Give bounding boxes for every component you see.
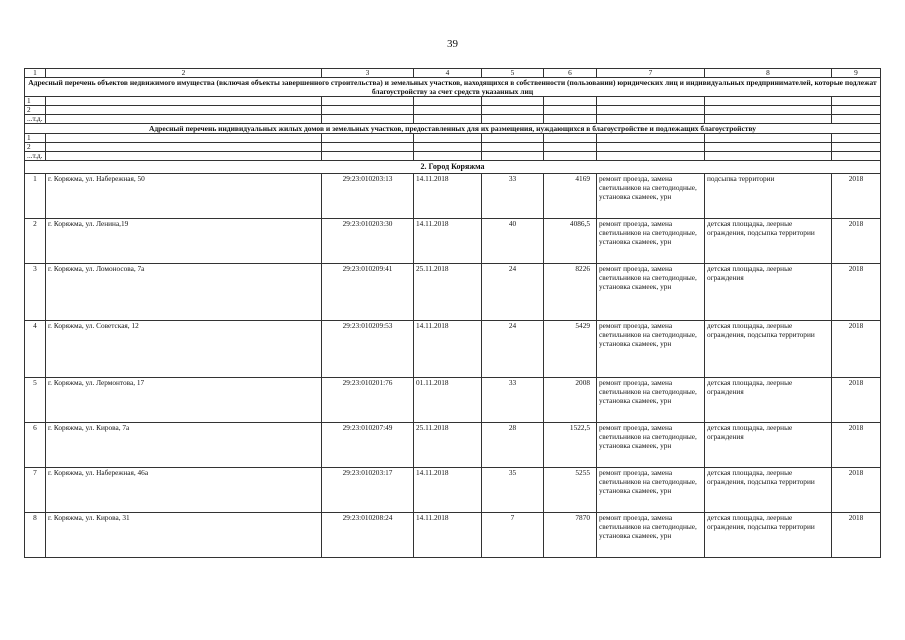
table-row	[25, 468, 881, 513]
address-cell: г. Коряжма, ул. Советская, 12	[46, 321, 322, 378]
additional-works-cell: детская площадка, леерные ограждения	[705, 423, 832, 468]
address-cell: г. Коряжма, ул. Набережная, 50	[46, 174, 322, 219]
address-cell: г. Коряжма, ул. Лермонтова, 17	[46, 378, 322, 423]
cadastral-number-cell: 29:23:010203:30	[322, 219, 414, 264]
table-row	[25, 219, 881, 264]
works-cell: ремонт проезда, замена светильников на светодиодные, установка скамеек, урн	[597, 378, 705, 423]
count-cell: 33	[482, 174, 544, 219]
blank-row-label: ...т.д.	[25, 115, 46, 124]
year-cell: 2018	[832, 513, 881, 558]
additional-works-cell: подсыпка территории	[705, 174, 832, 219]
column-number: 4	[414, 69, 482, 78]
blank-row-label: 2	[25, 143, 46, 152]
row-number: 6	[25, 423, 46, 468]
date-cell: 25.11.2018	[414, 264, 482, 321]
blank-row	[25, 115, 881, 124]
blank-row-label: 1	[25, 134, 46, 143]
address-table	[24, 68, 881, 558]
year-cell: 2018	[832, 378, 881, 423]
works-cell: ремонт проезда, замена светильников на светодиодные, установка скамеек, урн	[597, 264, 705, 321]
row-number: 2	[25, 219, 46, 264]
column-number: 9	[832, 69, 881, 78]
column-number: 5	[482, 69, 544, 78]
blank-row-label: 1	[25, 97, 46, 106]
row-number: 4	[25, 321, 46, 378]
column-number: 2	[46, 69, 322, 78]
section-header-row	[25, 78, 881, 97]
year-cell: 2018	[832, 423, 881, 468]
date-cell: 01.11.2018	[414, 378, 482, 423]
column-number: 8	[705, 69, 832, 78]
city-header-row	[25, 161, 881, 174]
address-cell: г. Коряжма, ул. Кирова, 7а	[46, 423, 322, 468]
table-row	[25, 423, 881, 468]
column-number-row	[25, 69, 881, 78]
area-cell: 4169	[544, 174, 597, 219]
date-cell: 14.11.2018	[414, 321, 482, 378]
additional-works-cell: детская площадка, леерные ограждения	[705, 378, 832, 423]
date-cell: 14.11.2018	[414, 174, 482, 219]
year-cell: 2018	[832, 468, 881, 513]
cadastral-number-cell: 29:23:010209:53	[322, 321, 414, 378]
row-number: 1	[25, 174, 46, 219]
area-cell: 1522,5	[544, 423, 597, 468]
table-row	[25, 174, 881, 219]
works-cell: ремонт проезда, замена светильников на светодиодные, установка скамеек, урн	[597, 174, 705, 219]
works-cell: ремонт проезда, замена светильников на светодиодные, установка скамеек, урн	[597, 513, 705, 558]
year-cell: 2018	[832, 321, 881, 378]
additional-works-cell: детская площадка, леерные ограждения, подсыпка территории	[705, 513, 832, 558]
column-number: 6	[544, 69, 597, 78]
area-cell: 8226	[544, 264, 597, 321]
blank-row	[25, 152, 881, 161]
blank-row	[25, 106, 881, 115]
row-number: 7	[25, 468, 46, 513]
area-cell: 5429	[544, 321, 597, 378]
cadastral-number-cell: 29:23:010209:41	[322, 264, 414, 321]
row-number: 8	[25, 513, 46, 558]
row-number: 5	[25, 378, 46, 423]
section-header-legal-entities: Адресный перечень объектов недвижимого имущества (включая объекты завершенного строительства) и земельных участков, находящихся в собственности (пользовании) юридических лиц и индивидуальных предпринимателей, которые подлежат благоустройству за счет средств указанных лиц	[25, 78, 881, 97]
count-cell: 24	[482, 321, 544, 378]
blank-row	[25, 97, 881, 106]
additional-works-cell: детская площадка, леерные ограждения, подсыпка территории	[705, 321, 832, 378]
blank-row-label: 2	[25, 106, 46, 115]
column-number: 3	[322, 69, 414, 78]
area-cell: 5255	[544, 468, 597, 513]
additional-works-cell: детская площадка, леерные ограждения	[705, 264, 832, 321]
date-cell: 14.11.2018	[414, 468, 482, 513]
date-cell: 14.11.2018	[414, 219, 482, 264]
works-cell: ремонт проезда, замена светильников на светодиодные, установка скамеек, урн	[597, 423, 705, 468]
cadastral-number-cell: 29:23:010203:17	[322, 468, 414, 513]
count-cell: 35	[482, 468, 544, 513]
column-number: 1	[25, 69, 46, 78]
address-cell: г. Коряжма, ул. Набережная, 46а	[46, 468, 322, 513]
area-cell: 4086,5	[544, 219, 597, 264]
area-cell: 2008	[544, 378, 597, 423]
blank-row-label: ...т.д.	[25, 152, 46, 161]
date-cell: 14.11.2018	[414, 513, 482, 558]
address-cell: г. Коряжма, ул. Кирова, 31	[46, 513, 322, 558]
table-row	[25, 378, 881, 423]
section-header-row	[25, 124, 881, 134]
additional-works-cell: детская площадка, леерные ограждения, подсыпка территории	[705, 468, 832, 513]
table-row	[25, 321, 881, 378]
year-cell: 2018	[832, 264, 881, 321]
cadastral-number-cell: 29:23:010208:24	[322, 513, 414, 558]
count-cell: 33	[482, 378, 544, 423]
count-cell: 40	[482, 219, 544, 264]
works-cell: ремонт проезда, замена светильников на светодиодные, установка скамеек, урн	[597, 321, 705, 378]
cadastral-number-cell: 29:23:010201:76	[322, 378, 414, 423]
cadastral-number-cell: 29:23:010203:13	[322, 174, 414, 219]
address-cell: г. Коряжма, ул. Ленина,19	[46, 219, 322, 264]
count-cell: 7	[482, 513, 544, 558]
additional-works-cell: детская площадка, леерные ограждения, подсыпка территории	[705, 219, 832, 264]
cadastral-number-cell: 29:23:010207:49	[322, 423, 414, 468]
section-header-private-houses: Адресный перечень индивидуальных жилых домов и земельных участков, предоставленных для их размещения, нуждающихся в благоустройстве и подлежащих благоустройству	[25, 124, 881, 134]
year-cell: 2018	[832, 174, 881, 219]
date-cell: 25.11.2018	[414, 423, 482, 468]
blank-row	[25, 134, 881, 143]
count-cell: 28	[482, 423, 544, 468]
works-cell: ремонт проезда, замена светильников на светодиодные, установка скамеек, урн	[597, 219, 705, 264]
city-header: 2. Город Коряжма	[25, 161, 881, 174]
row-number: 3	[25, 264, 46, 321]
table-row	[25, 264, 881, 321]
area-cell: 7870	[544, 513, 597, 558]
blank-row	[25, 143, 881, 152]
table-row	[25, 513, 881, 558]
works-cell: ремонт проезда, замена светильников на светодиодные, установка скамеек, урн	[597, 468, 705, 513]
count-cell: 24	[482, 264, 544, 321]
address-cell: г. Коряжма, ул. Ломоносова, 7а	[46, 264, 322, 321]
page-number: 39	[447, 38, 458, 50]
column-number: 7	[597, 69, 705, 78]
year-cell: 2018	[832, 219, 881, 264]
